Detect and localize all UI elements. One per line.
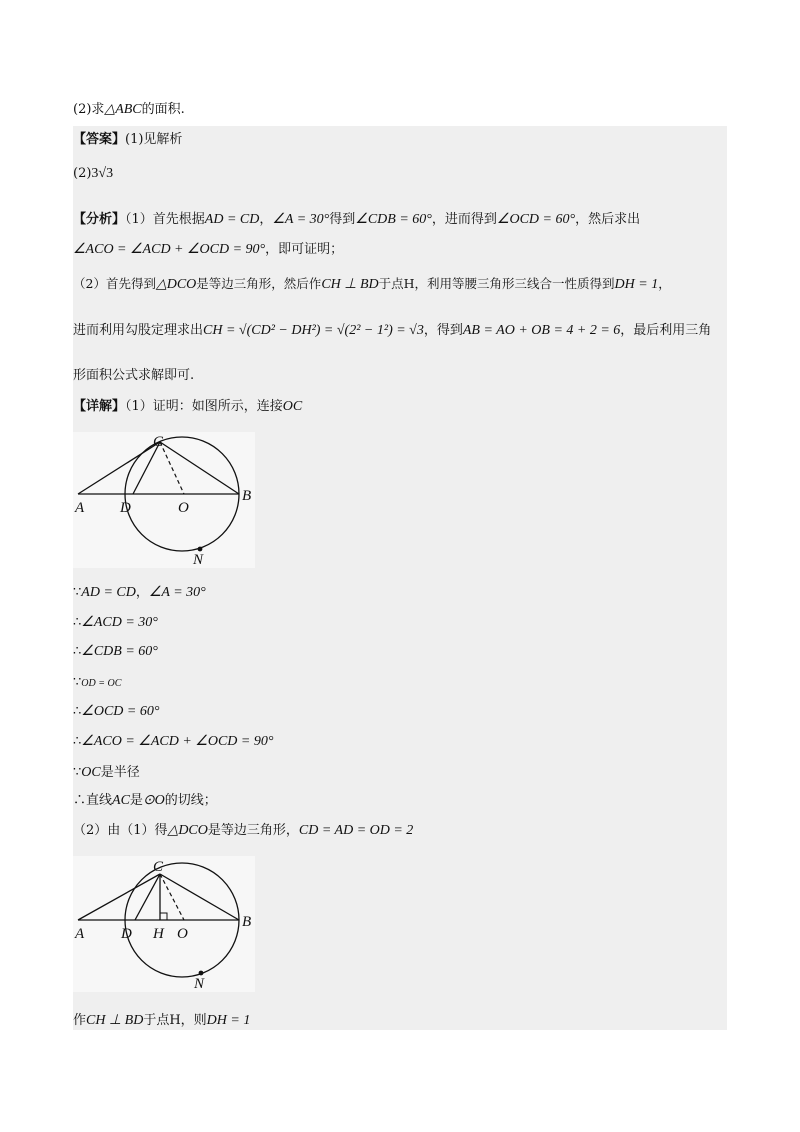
radius-line: ∵OC是半径 [73,765,140,780]
point-n [199,971,204,976]
analysis-line-5: 形面积公式求解即可. [73,368,195,383]
label-o: O [177,926,188,942]
step-1: ∵AD = CD，∠A = 30° [73,585,206,600]
point-n [198,547,203,552]
geometry-figure-2 [73,856,255,992]
step-4: ∵OD = OC [73,675,122,690]
detail-intro: 【详解】（1）证明：如图所示，连接OC [73,399,303,414]
label-c: C [153,859,164,875]
figure-1 [73,432,255,568]
geometry-figure-1 [73,432,255,568]
analysis-line-3: （2）首先得到△DCO是等边三角形，然后作CH ⊥ BD于点H，利用等腰三角形三线合一性质得到DH = 1， [73,276,671,292]
label-b: B [242,488,252,504]
step-2: ∴∠ACD = 30° [73,615,158,630]
label-h: H [153,926,164,942]
analysis-line-1: 【分析】（1）首先根据AD = CD，∠A = 30°得到∠CDB = 60°，进而得到∠OCD = 60°，然后求出 [73,212,641,227]
label-n: N [193,552,204,568]
line-ac [78,442,160,494]
right-angle-mark [160,913,167,920]
question-line: (2)求△ABC的面积. [73,102,185,117]
last-line: 作CH ⊥ BD于点H，则DH = 1 [73,1013,251,1028]
label-b: B [242,914,252,930]
tangent-line: ∴直线AC是⊙O的切线； [73,793,217,808]
label-d: D [120,500,131,516]
step-5: ∴∠OCD = 60° [73,704,160,719]
part2-line: （2）由（1）得△DCO是等边三角形，CD = AD = OD = 2 [73,823,414,838]
analysis-line-4: 进而利用勾股定理求出CH = √(CD² − DH²) = √(2² − 1²) = √3，得到AB = AO + OB = 4 + 2 = 6，最后利用三角 [73,323,712,338]
line-cb [160,874,239,920]
analysis-line-2: ∠ACO = ∠ACD + ∠OCD = 90°，即可证明； [73,242,344,257]
step-3: ∴∠CDB = 60° [73,644,158,659]
answer-line: 【答案】(1)见解析 [73,132,183,147]
label-o: O [178,500,189,516]
label-d: D [121,926,132,942]
label-n: N [194,976,205,992]
label-c: C [153,434,164,450]
figure-2 [73,856,255,992]
answer-part2: (2)3√3 [73,166,114,181]
label-a: A [75,926,85,942]
step-6: ∴∠ACO = ∠ACD + ∠OCD = 90° [73,734,274,749]
label-a: A [75,500,85,516]
